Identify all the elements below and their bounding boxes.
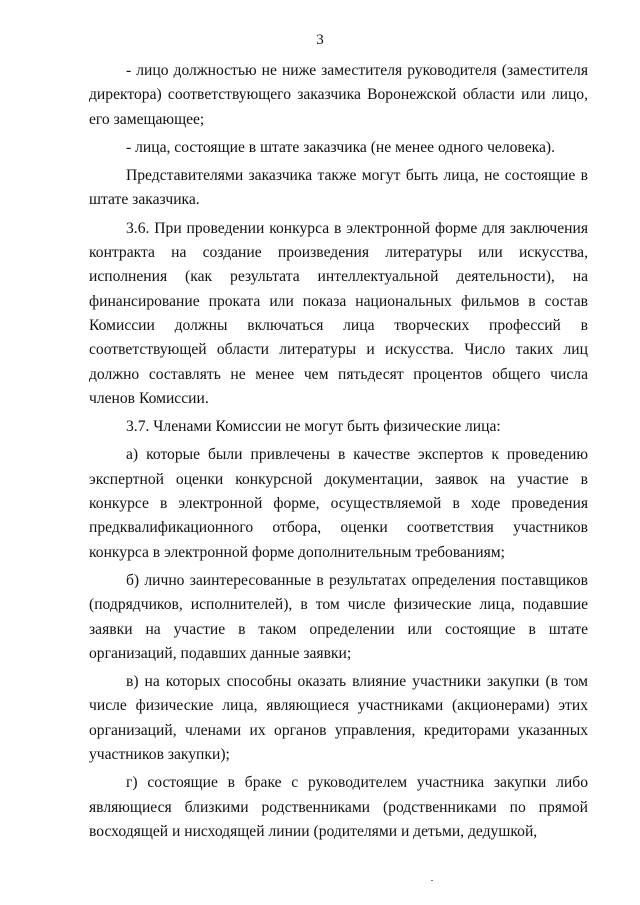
document-body bbox=[89, 59, 588, 844]
paragraph-item-a: а) которые были привлечены в качестве экспертов к проведению экспертной оценки конкурсной документации, заявок на участие в конкурсе в электронной форме, осуществляемой в ходе проведения предквалификационного отбора, оценки соответствия участников конкурса в электронной форме дополнительным требованиям; bbox=[89, 446, 588, 561]
paragraph-3-6: 3.6. При проведении конкурса в электронной форме для заключения контракта на создание произведения литературы или искусства, исполнения (как результата интеллектуальной деятельности), на финансирование проката или показа национальных фильмов в состав Комиссии должны включаться лица творческих профессий в соответствующей области литературы и искусства. Число таких лиц должно составлять не менее чем пятьдесят процентов общего числа членов Комиссии. bbox=[89, 219, 588, 407]
paragraph-deputy-head: - лицо должностью не ниже заместителя руководителя (заместителя директора) соответствующего заказчика Воронежской области или лицо, его замещающее; bbox=[89, 62, 588, 128]
scan-speck bbox=[431, 880, 433, 881]
paragraph-customer-representatives: Представителями заказчика также могут быть лица, не состоящие в штате заказчика. bbox=[89, 167, 588, 209]
paragraph-item-b: б) лично заинтересованные в результатах определения поставщиков (подрядчиков, исполнителей), в том числе физические лица, подавшие заявки на участие в таком определении или состоящие в штате организаций, подавших данные заявки; bbox=[89, 571, 588, 662]
paragraph-item-v: в) на которых способны оказать влияние участники закупки (в том числе физические лица, являющиеся участниками (акционерами) этих организаций, членами их органов управления, кредиторами указанных участников закупки); bbox=[89, 673, 588, 764]
paragraph-staff-members: - лица, состоящие в штате заказчика (не менее одного человека). bbox=[126, 138, 555, 156]
paragraph-3-7: 3.7. Членами Комиссии не могут быть физические лица: bbox=[126, 418, 501, 436]
page-number: 3 bbox=[316, 32, 324, 48]
paragraph-item-g: г) состоящие в браке с руководителем участника закупки либо являющиеся близкими родственниками (родственниками по прямой восходящей и нисходящей линии (родителями и детьми, дедушкой, bbox=[89, 774, 588, 840]
